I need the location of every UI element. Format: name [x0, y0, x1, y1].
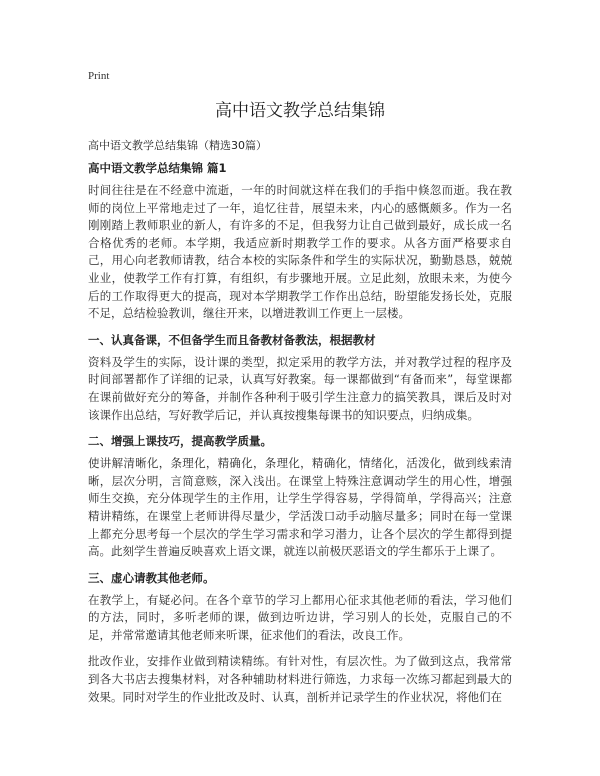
print-label[interactable]: Print — [88, 70, 110, 82]
homework-paragraph: 批改作业，安排作业做到精读精练。有针对性，有层次性。为了做到这点，我常常到各大书店去搜集材料，对各种辅助材料进行筛选，力求每一次练习都起到最大的效果。同时对学生的作业批改及时、认真，剖析并记录学生的作业状况，将他们在 — [88, 654, 512, 704]
page-title: 高中语文教学总结集锦 — [215, 101, 385, 121]
point-2-heading: 二、增强上课技巧，提高教学质量。 — [88, 434, 272, 449]
point-3-paragraph: 在教学上，有疑必问。在各个章节的学习上都用心征求其他老师的看法，学习他们的方法，同时，多听老师的课，做到边听边讲，学习别人的长处，克服自己的不足，并常常邀请其他老师来听课，征求他们的看法，改良工作。 — [88, 592, 512, 642]
document-body — [88, 160, 512, 715]
intro-paragraph: 时间往往是在不经意中流逝，一年的时间就这样在我们的手指中倏忽而逝。我在教师的岗位上平常地走过了一年，追忆往昔，展望未来，内心的感慨颇多。作为一名刚刚踏上教师职业的新人，有许多的不足，但我努力让自己做到最好，成长成一名合格优秀的老师。本学期，我适应新时期教学工作的要求。从各方面严格要求自己，用心向老教师请教，结合本校的实际条件和学生的实际状况，勤勤恳恳，兢兢业业，使教学工作有打算，有组织，有步骤地开展。立足此刻，放眼未来，为使今后的工作取得更大的提高，现对本学期教学工作作出总结，盼望能发扬长处，克服不足，总结检验教训，继往开来，以增进教训工作更上一层楼。 — [88, 183, 512, 321]
point-1-heading: 一、认真备课，不但备学生而且备教材备教法，根据教材 — [88, 332, 376, 347]
point-1-paragraph: 资料及学生的实际，设计课的类型，拟定采用的教学方法，并对教学过程的程序及时间部署都作了详细的记录，认真写好教案。每一课都做到“有备而来”，每堂课都在课前做好充分的筹备，并制作各种利于吸引学生注意力的搞笑教具，课后及时对该课作出总结，写好教学后记，并认真按搜集每课书的知识要点，归纳成集。 — [88, 354, 512, 422]
document-subtitle: 高中语文教学总结集锦（精选30篇） — [88, 139, 267, 152]
point-2-paragraph: 使讲解清晰化，条理化，精确化，条理化，精确化，情绪化，活泼化，做到线索清晰，层次分明，言简意赅，深入浅出。在课堂上特殊注意调动学生的用心性，增强师生交换，充分体现学生的主作用，让学生学得容易，学得简单，学得高兴；注意精讲精练，在课堂上老师讲得尽量少，学活泼口动手动脑尽量多；同时在每一堂课上都充分思考每一个层次的学生学习需求和学习潜力，让各个层次的学生都得到提高。此刻学生普遍反映喜欢上语文课，就连以前极厌恶语文的学生都乐于上课了。 — [88, 456, 512, 559]
section-heading: 高中语文教学总结集锦 篇1 — [88, 161, 227, 175]
point-3-heading: 三、虚心请教其他老师。 — [88, 570, 215, 585]
